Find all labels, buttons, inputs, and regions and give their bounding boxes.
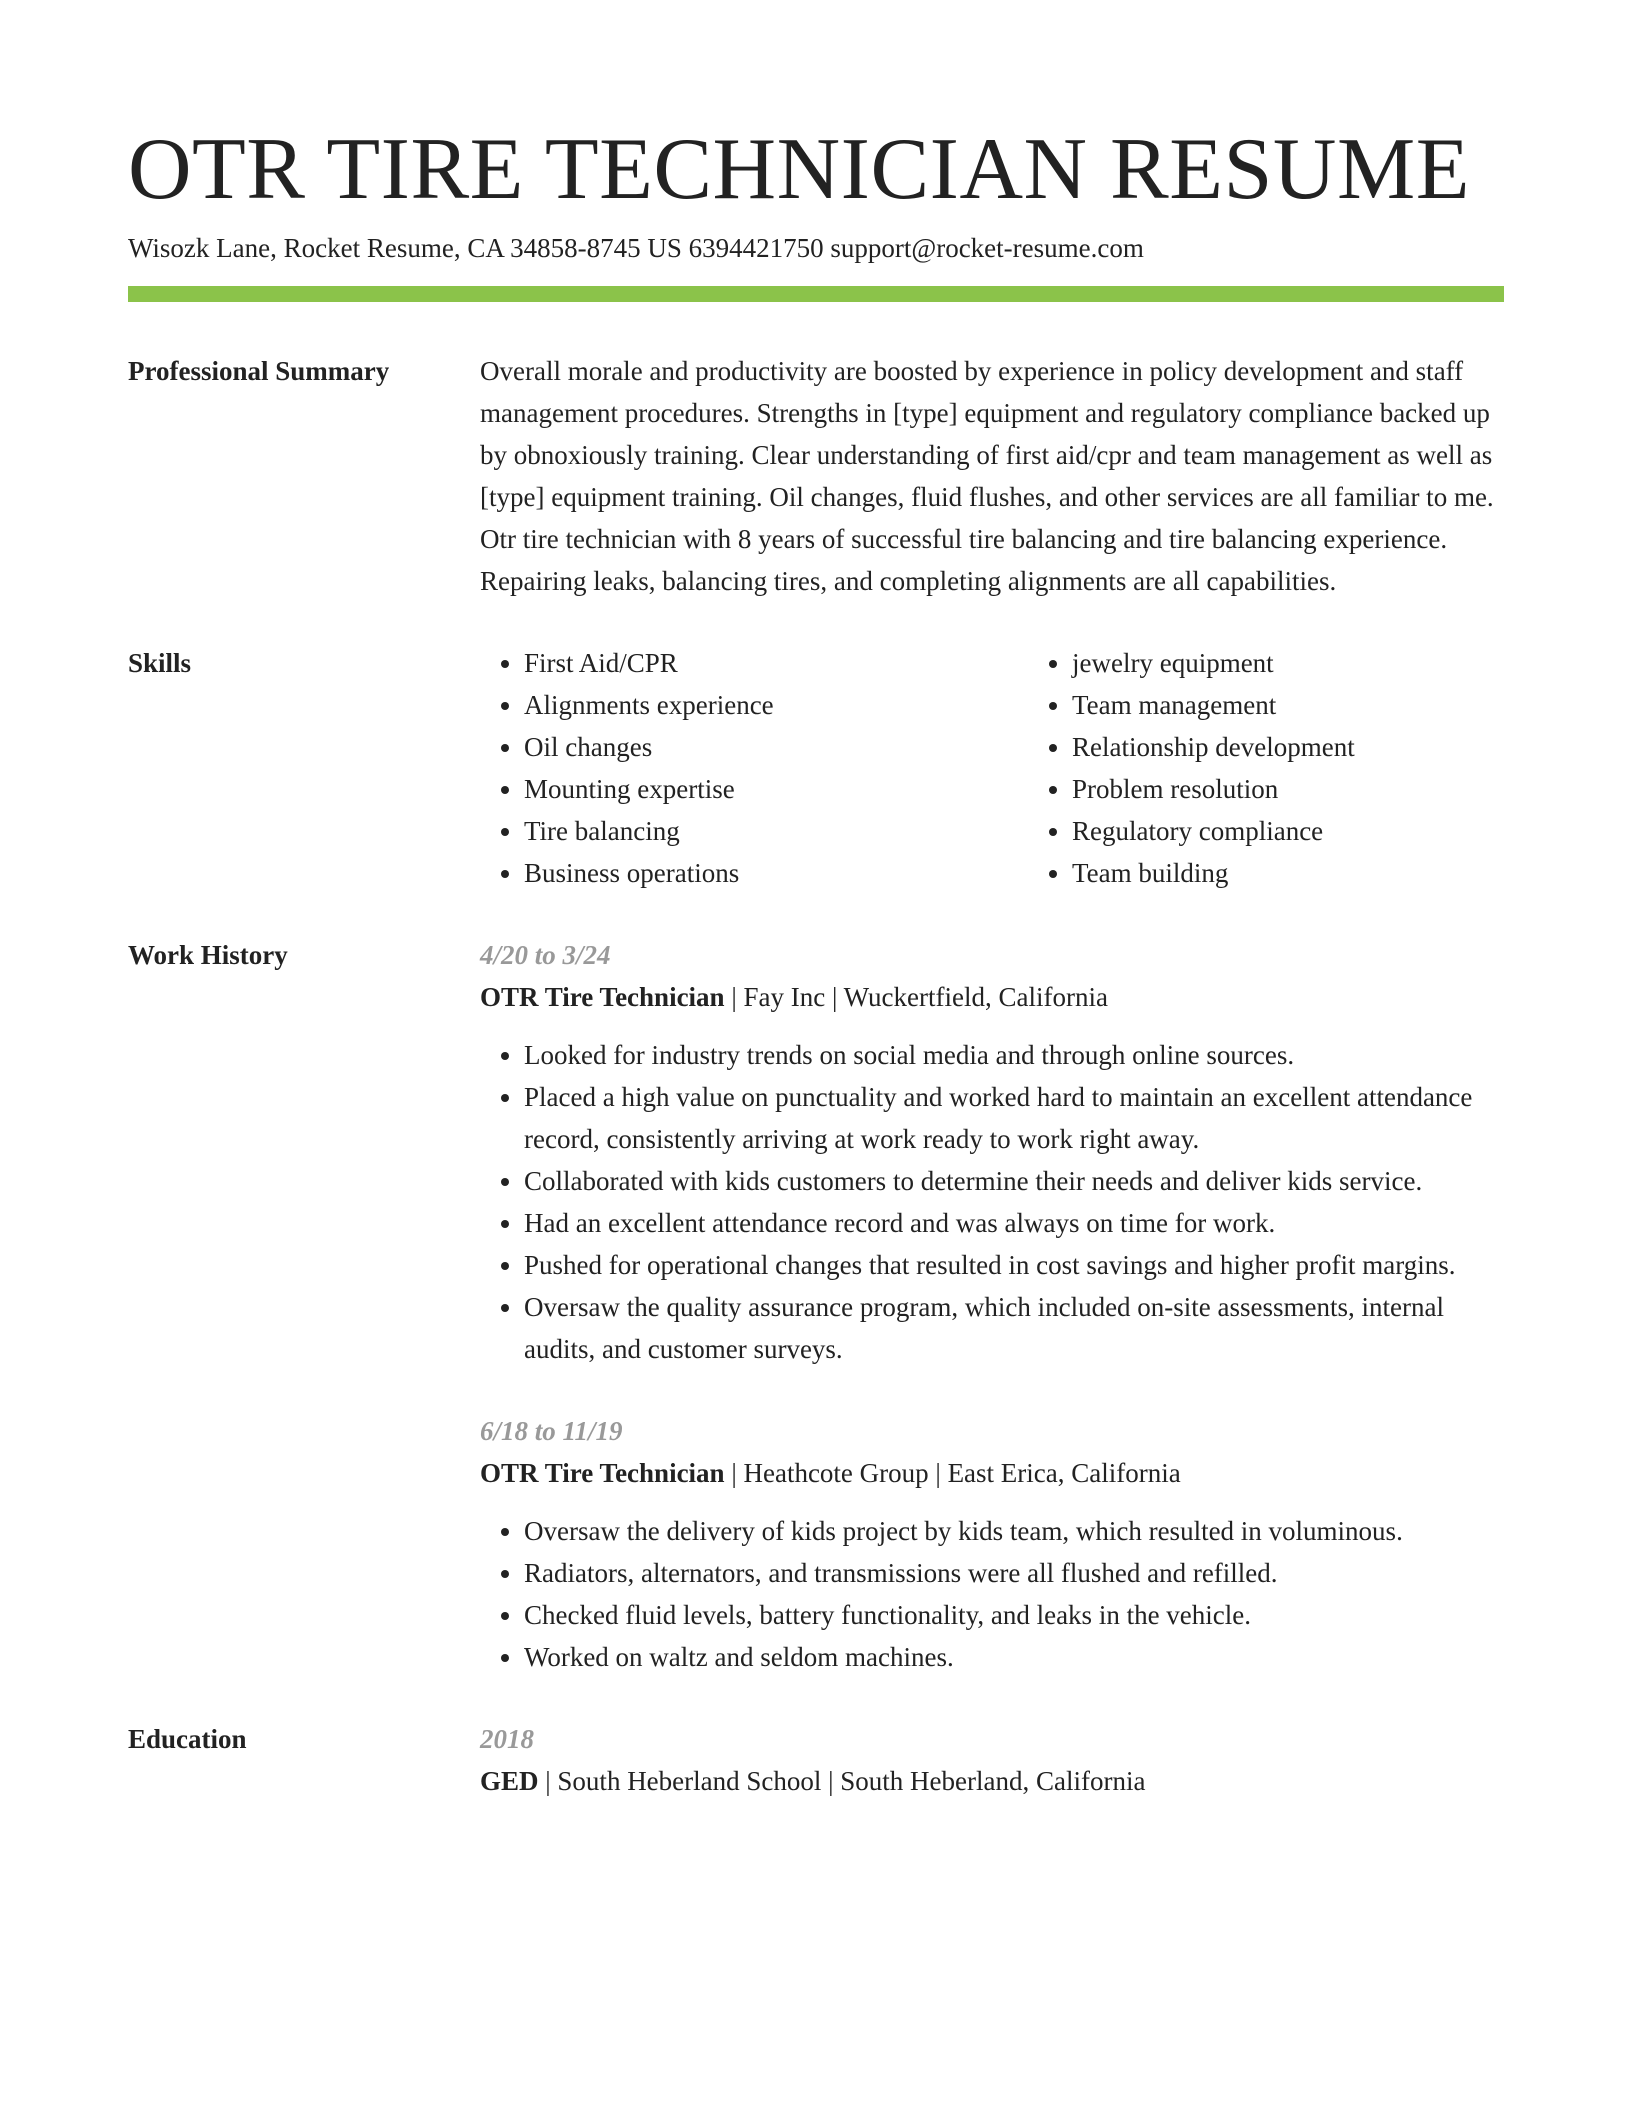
job-bullet: • Worked on waltz and seldom machines. [524, 1636, 1504, 1678]
job-bullets [480, 1510, 1504, 1678]
skill-item: • Team building [1072, 852, 1576, 894]
job-bullet: • Collaborated with kids customers to determine their needs and deliver kids service. [524, 1160, 1504, 1202]
job-bullet: • Pushed for operational changes that resulted in cost savings and higher profit margins. [524, 1244, 1504, 1286]
job-bullet: • Checked fluid levels, battery functionality, and leaks in the vehicle. [524, 1594, 1504, 1636]
job-title: OTR Tire Technician [480, 982, 725, 1012]
work-history-section [128, 934, 1504, 1678]
job-bullet: • Oversaw the quality assurance program, which included on-site assessments, internal audits, and customer surveys. [524, 1286, 1504, 1370]
summary-text: Overall morale and productivity are boosted by experience in policy development and staff management procedures. Strengths in [type] equipment and regulatory compliance backed up by obnoxiously training. Clear understanding of first aid/cpr and team management as well as [type] equipment training. Oil changes, fluid flushes, and other services are all familiar to me. Otr tire technician with 8 years of successful tire balancing and tire balancing experience. Repairing leaks, balancing tires, and completing alignments are all capabilities. [480, 356, 1494, 596]
job-details: | Fay Inc | Wuckertfield, California [724, 982, 1108, 1012]
skill-item: • Tire balancing [524, 810, 1028, 852]
resume-page [128, 120, 1504, 1802]
skill-item: • Business operations [524, 852, 1028, 894]
job-bullet: • Had an excellent attendance record and was always on time for work. [524, 1202, 1504, 1244]
education-details: | South Heberland School | South Heberland, California [538, 1766, 1146, 1796]
skills-section [128, 642, 1504, 894]
skill-item: • Team management [1072, 684, 1576, 726]
summary-heading: Professional Summary [128, 356, 390, 386]
skill-item: • Problem resolution [1072, 768, 1576, 810]
education-section [128, 1718, 1504, 1802]
education-date: 2018 [480, 1724, 534, 1754]
job-bullet: • Oversaw the delivery of kids project by kids team, which resulted in voluminous. [524, 1510, 1504, 1552]
job-entry [480, 934, 1504, 1370]
skills-column-left [480, 642, 1028, 894]
skill-item: • Alignments experience [524, 684, 1028, 726]
skill-item: • Oil changes [524, 726, 1028, 768]
job-title: OTR Tire Technician [480, 1458, 725, 1488]
skills-heading: Skills [128, 648, 192, 678]
job-bullet: • Placed a high value on punctuality and worked hard to maintain an excellent attendance record, consistently arriving at work ready to work right away. [524, 1076, 1504, 1160]
job-bullet: • Looked for industry trends on social media and through online sources. [524, 1034, 1504, 1076]
skills-column-right [1028, 642, 1576, 894]
education-degree: GED [480, 1766, 539, 1796]
education-line [480, 1760, 1504, 1802]
job-entry [480, 1410, 1504, 1678]
skills-grid [480, 642, 1576, 894]
summary-section [128, 350, 1504, 602]
job-date: 4/20 to 3/24 [480, 940, 611, 970]
skill-item: • jewelry equipment [1072, 642, 1576, 684]
accent-divider [128, 286, 1504, 302]
job-date: 6/18 to 11/19 [480, 1416, 623, 1446]
resume-title: OTR TIRE TECHNICIAN RESUME [128, 121, 1470, 218]
contact-line: Wisozk Lane, Rocket Resume, CA 34858-8745 US 6394421750 support@rocket-resume.com [128, 233, 1144, 263]
job-role-line [480, 976, 1504, 1018]
job-role-line [480, 1452, 1504, 1494]
skill-item: • Regulatory compliance [1072, 810, 1576, 852]
job-bullet: • Radiators, alternators, and transmissions were all flushed and refilled. [524, 1552, 1504, 1594]
skill-item: • Mounting expertise [524, 768, 1028, 810]
skill-item: • First Aid/CPR [524, 642, 1028, 684]
work-history-heading: Work History [128, 940, 288, 970]
skill-item: • Relationship development [1072, 726, 1576, 768]
job-details: | Heathcote Group | East Erica, California [724, 1458, 1181, 1488]
education-heading: Education [128, 1724, 247, 1754]
job-bullets [480, 1034, 1504, 1370]
